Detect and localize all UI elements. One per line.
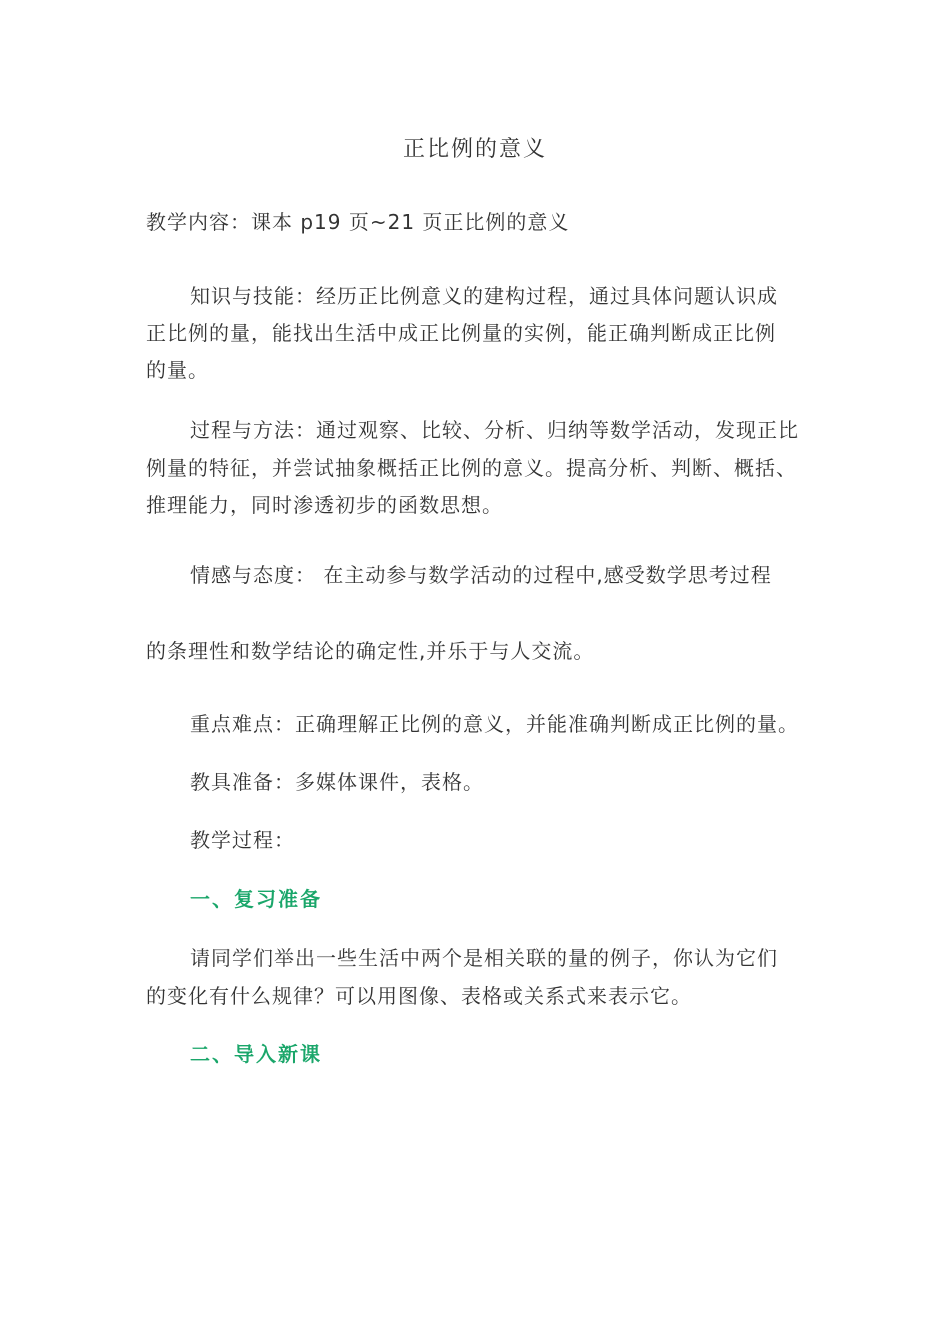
emotion-line-2: 的条理性和数学结论的确定性,并乐于与人交流。 (146, 639, 595, 663)
teaching-content-line: 教学内容：课本 p19 页~21 页正比例的意义 (146, 210, 570, 234)
process-line-3: 推理能力，同时渗透初步的函数思想。 (146, 493, 503, 517)
section-heading-review: 一、复习准备 (190, 887, 322, 911)
key-points-line: 重点难点：正确理解正比例的意义，并能准确判断成正比例的量。 (190, 712, 799, 736)
knowledge-line-1: 知识与技能：经历正比例意义的建构过程，通过具体问题认识成 (190, 284, 778, 308)
section-heading-intro: 二、导入新课 (190, 1042, 322, 1066)
review-line-2: 的变化有什么规律？可以用图像、表格或关系式来表示它。 (146, 984, 692, 1008)
document-title: 正比例的意义 (402, 137, 547, 162)
knowledge-line-3: 的量。 (146, 358, 209, 382)
process-line-2: 例量的特征，并尝试抽象概括正比例的意义。提高分析、判断、概括、 (146, 456, 797, 480)
process-line-1: 过程与方法：通过观察、比较、分析、归纳等数学活动，发现正比 (190, 418, 799, 442)
materials-line: 教具准备：多媒体课件，表格。 (190, 770, 484, 794)
knowledge-line-2: 正比例的量，能找出生活中成正比例量的实例，能正确判断成正比例 (146, 321, 776, 345)
review-line-1: 请同学们举出一些生活中两个是相关联的量的例子，你认为它们 (190, 946, 778, 970)
teaching-process-label: 教学过程： (190, 828, 295, 852)
emotion-line-1: 情感与态度： 在主动参与数学活动的过程中,感受数学思考过程 (190, 563, 772, 587)
